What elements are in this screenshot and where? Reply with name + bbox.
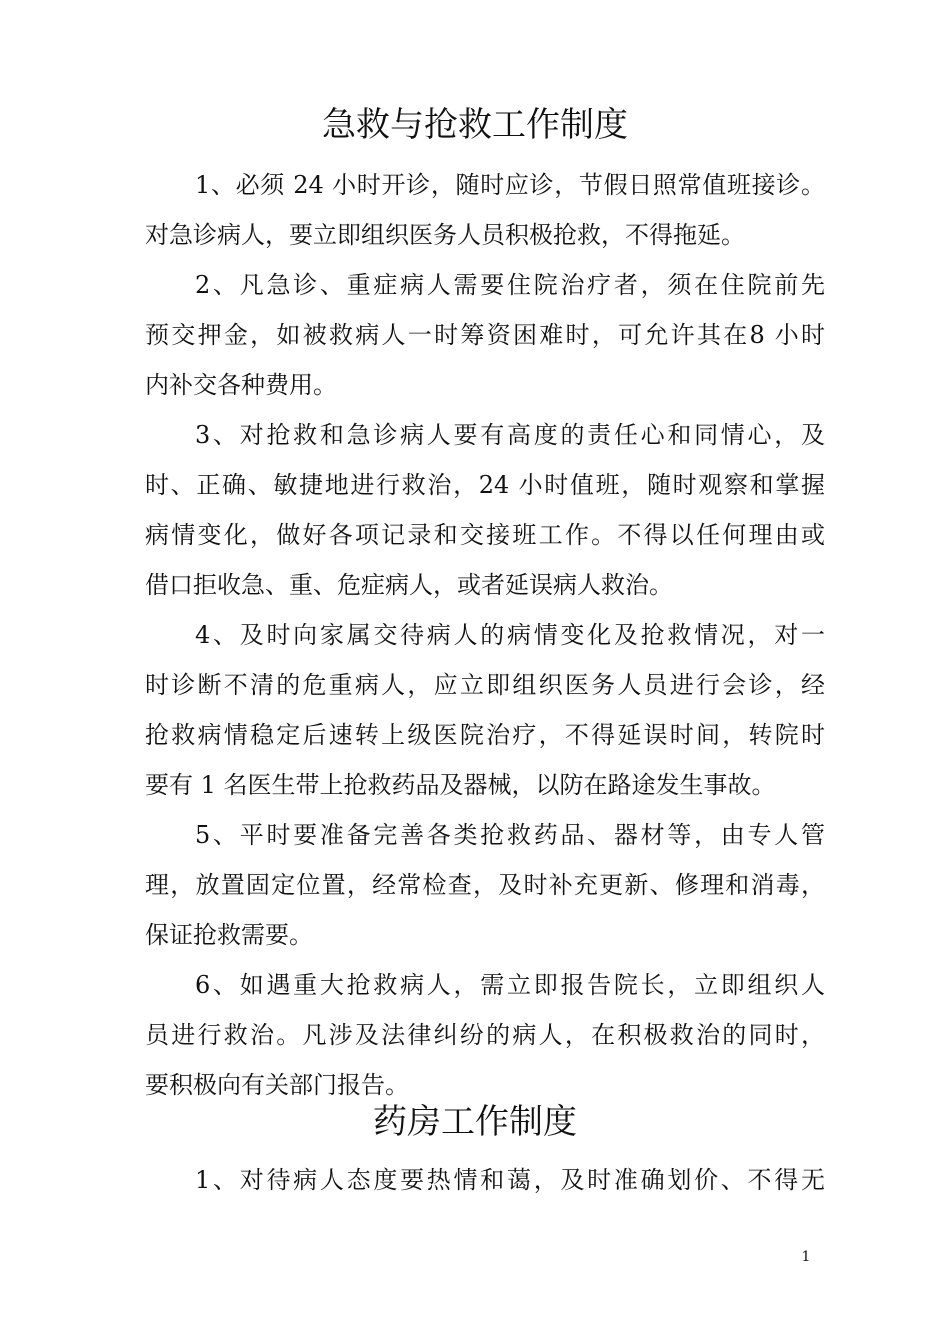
section-title-emergency-rescue: 急救与抢救工作制度 bbox=[322, 105, 628, 145]
page-number: 1 bbox=[801, 1249, 811, 1265]
body-line: 5、平时要准备完善各类抢救药品、器材等，由专人管 bbox=[195, 821, 825, 849]
body-line: 内补交各种费用。 bbox=[145, 371, 337, 399]
section-body-emergency-rescue bbox=[145, 160, 825, 1110]
body-line: 保证抢救需要。 bbox=[145, 921, 313, 949]
body-line: 理，放置固定位置，经常检查，及时补充更新、修理和消毒， bbox=[145, 871, 825, 899]
body-line: 3、对抢救和急诊病人要有高度的责任心和同情心，及 bbox=[195, 421, 825, 449]
body-line: 4、及时向家属交待病人的病情变化及抢救情况，对一 bbox=[195, 621, 825, 649]
body-line: 要有 1 名医生带上抢救药品及器械，以防在路途发生事故。 bbox=[145, 771, 776, 799]
body-line: 时诊断不清的危重病人，应立即组织医务人员进行会诊，经 bbox=[145, 671, 825, 699]
body-line: 2、凡急诊、重症病人需要住院治疗者，须在住院前先 bbox=[195, 271, 825, 299]
body-line: 6、如遇重大抢救病人，需立即报告院长，立即组织人 bbox=[195, 971, 825, 999]
section-title-pharmacy: 药房工作制度 bbox=[373, 1102, 577, 1142]
body-line: 时、正确、敏捷地进行救治，24 小时值班，随时观察和掌握 bbox=[145, 471, 825, 499]
body-line: 要积极向有关部门报告。 bbox=[145, 1071, 409, 1099]
body-line: 员进行救治。凡涉及法律纠纷的病人，在积极救治的同时， bbox=[145, 1021, 825, 1049]
body-line: 病情变化，做好各项记录和交接班工作。不得以任何理由或 bbox=[145, 521, 825, 549]
body-line: 借口拒收急、重、危症病人，或者延误病人救治。 bbox=[145, 571, 673, 599]
body-line: 1、必须 24 小时开诊，随时应诊，节假日照常值班接诊。 bbox=[195, 171, 825, 199]
section-body-pharmacy bbox=[145, 1155, 825, 1205]
body-line: 对急诊病人，要立即组织医务人员积极抢救，不得拖延。 bbox=[145, 221, 745, 249]
body-line: 预交押金，如被救病人一时筹资困难时，可允许其在8 小时 bbox=[145, 321, 825, 349]
body-line: 1、对待病人态度要热情和蔼，及时准确划价、不得无 bbox=[195, 1166, 825, 1194]
body-line: 抢救病情稳定后速转上级医院治疗，不得延误时间，转院时 bbox=[145, 721, 825, 749]
